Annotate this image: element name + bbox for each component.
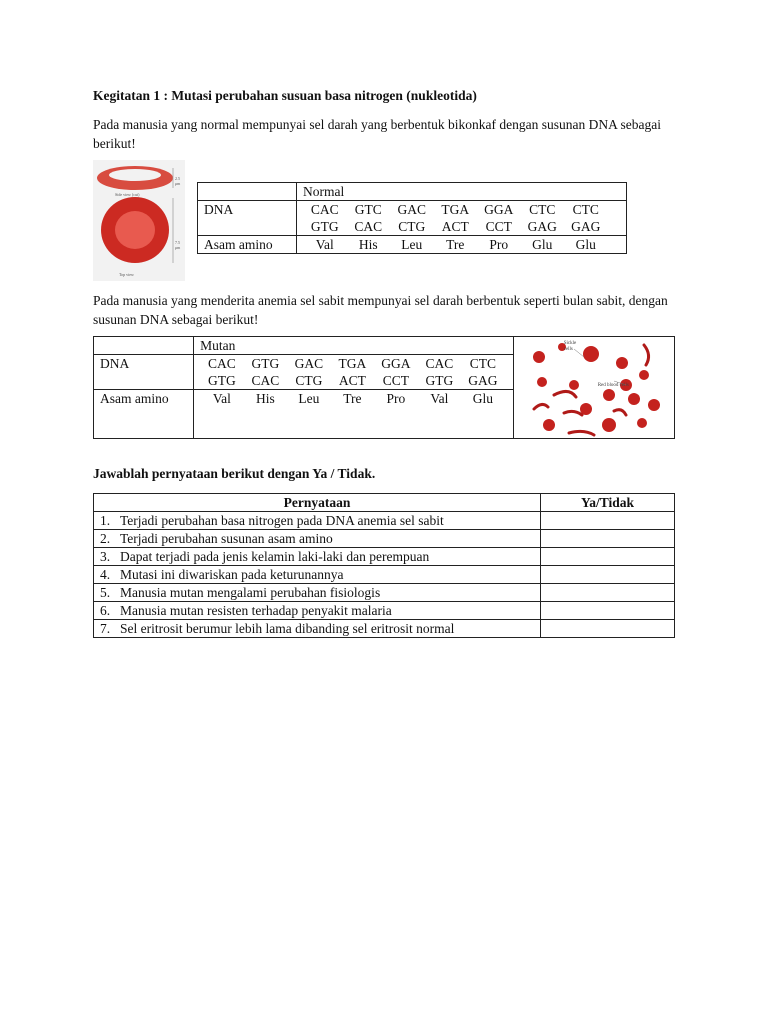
- measure-1-label: 2.5 μm: [175, 176, 181, 186]
- codon: TGA: [338, 356, 367, 371]
- amino-acid: Val: [315, 237, 334, 252]
- measure-2-label: 7.5 μm: [175, 240, 181, 250]
- statement-text: Manusia mutan mengalami perubahan fisiologis: [120, 585, 381, 600]
- statement-number: 6.: [100, 603, 111, 618]
- normal-dna-table: [197, 182, 627, 254]
- codon: GAG: [468, 373, 498, 388]
- statement-number: 1.: [100, 513, 111, 528]
- statement-row: [94, 584, 675, 602]
- answer-cell[interactable]: [541, 584, 675, 602]
- statement-column-header: Pernyataan: [94, 494, 541, 512]
- answer-cell[interactable]: [541, 512, 675, 530]
- statement-text: Dapat terjadi pada jenis kelamin laki-laki dan perempuan: [120, 549, 430, 564]
- amino-acid: Glu: [532, 237, 553, 252]
- codon: CAC: [310, 202, 339, 217]
- statement-text: Sel eritrosit berumur lebih lama dibanding sel eritrosit normal: [120, 621, 455, 636]
- amino-acid: Glu: [575, 237, 596, 252]
- statement-row: [94, 620, 675, 638]
- sickle-cell-figure: [513, 337, 674, 439]
- codon: CAC: [425, 356, 454, 371]
- codon: GAG: [527, 219, 557, 234]
- statement-text: Mutasi ini diwariskan pada keturunannya: [120, 567, 344, 582]
- mutant-header: Mutan: [194, 337, 514, 355]
- codon: ACT: [338, 373, 366, 388]
- statement-table: [93, 493, 675, 638]
- statement-row: [94, 566, 675, 584]
- statement-text: Manusia mutan resisten terhadap penyakit malaria: [120, 603, 392, 618]
- amino-acid: His: [358, 237, 378, 252]
- codon: CCT: [382, 373, 410, 388]
- side-view-label: Side view (cut): [115, 192, 140, 197]
- statement-text: Terjadi perubahan basa nitrogen pada DNA anemia sel sabit: [120, 513, 444, 528]
- red-blood-cells-label: Red blood cells: [597, 383, 629, 388]
- statement-number: 4.: [100, 567, 111, 582]
- codon: CCT: [485, 219, 512, 234]
- answer-cell[interactable]: [541, 548, 675, 566]
- amino-acid: Pro: [489, 237, 509, 252]
- top-view-label: Top view: [119, 272, 134, 277]
- codon: CAC: [208, 356, 236, 371]
- amino-acid: Leu: [401, 237, 423, 252]
- statement-number: 2.: [100, 531, 111, 546]
- normal-dna-label: DNA: [198, 201, 297, 236]
- normal-rbc-figure: [93, 160, 185, 281]
- codon: CTC: [469, 356, 497, 371]
- amino-acid: Tre: [343, 391, 362, 406]
- answer-cell[interactable]: [541, 602, 675, 620]
- amino-acid: Val: [212, 391, 231, 406]
- statement-text: Terjadi perubahan susunan asam amino: [120, 531, 333, 546]
- statement-row: [94, 548, 675, 566]
- normal-header: Normal: [297, 183, 627, 201]
- codon: CTG: [398, 219, 426, 234]
- mutant-amino-label: Asam amino: [94, 390, 194, 439]
- mutant-dna-label: DNA: [94, 355, 194, 390]
- sickle-cells-label: Sickle cells: [563, 341, 577, 352]
- normal-amino-label: Asam amino: [198, 236, 297, 254]
- codon: CTC: [529, 202, 556, 217]
- codon: GTG: [310, 219, 339, 234]
- codon: GGA: [381, 356, 411, 371]
- codon: CAC: [354, 219, 383, 234]
- intro-normal-paragraph: Pada manusia yang normal mempunyai sel darah yang berbentuk bikonkaf dengan susunan DNA sebagai berikut!: [93, 117, 661, 151]
- codon: GTC: [354, 202, 382, 217]
- answer-cell[interactable]: [541, 566, 675, 584]
- statement-row: [94, 512, 675, 530]
- codon: CTG: [295, 373, 323, 388]
- codon: CTC: [572, 202, 599, 217]
- mutant-dna-table: [93, 336, 675, 439]
- answer-cell[interactable]: [541, 620, 675, 638]
- codon: GAG: [571, 219, 601, 234]
- statement-number: 5.: [100, 585, 111, 600]
- answer-cell[interactable]: [541, 530, 675, 548]
- amino-acid: Leu: [298, 391, 320, 406]
- codon: GAC: [294, 356, 324, 371]
- codon: GGA: [484, 202, 514, 217]
- codon: TGA: [441, 202, 470, 217]
- codon: CAC: [251, 373, 280, 388]
- answer-column-header: Ya/Tidak: [541, 494, 675, 512]
- amino-acid: Val: [430, 391, 449, 406]
- codon: GTG: [208, 373, 236, 388]
- activity-heading: Kegitatan 1 : Mutasi perubahan susuan basa nitrogen (nukleotida): [93, 88, 477, 103]
- intro-sickle-paragraph: Pada manusia yang menderita anemia sel sabit mempunyai sel darah berbentuk seperti bulan sabit, dengan susunan DNA sebagai berikut!: [93, 293, 668, 327]
- statement-row: [94, 602, 675, 620]
- amino-acid: His: [256, 391, 275, 406]
- codon: GAC: [397, 202, 426, 217]
- statement-row: [94, 530, 675, 548]
- codon: GTG: [251, 356, 280, 371]
- amino-acid: Glu: [472, 391, 494, 406]
- amino-acid: Pro: [386, 391, 406, 406]
- question-heading: Jawablah pernyataan berikut dengan Ya / Tidak.: [93, 466, 376, 481]
- statement-number: 3.: [100, 549, 111, 564]
- amino-acid: Tre: [446, 237, 465, 252]
- statement-number: 7.: [100, 621, 111, 636]
- codon: ACT: [441, 219, 469, 234]
- codon: GTG: [425, 373, 454, 388]
